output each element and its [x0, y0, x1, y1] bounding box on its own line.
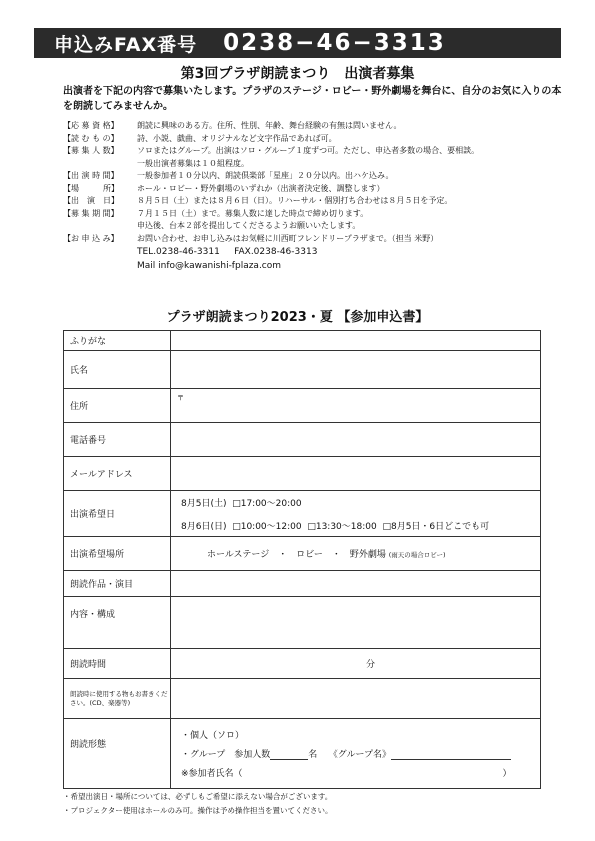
place-options: [171, 537, 541, 571]
phone-field[interactable]: [171, 423, 541, 457]
form-row-time: [64, 649, 541, 679]
items-field[interactable]: [171, 679, 541, 719]
detail-label: 【お 申 込 み】: [63, 233, 119, 243]
date-option-aug5: 8月5日(土) □17:00〜20:00: [181, 498, 302, 509]
group-name-field[interactable]: [391, 749, 511, 760]
detail-text: ソロまたはグループ。出演はソロ・グループ１度ずつ可。ただし、申込者多数の場合、要相談。: [137, 146, 480, 155]
detail-continuation: 一般出演者募集は１０組程度。: [137, 158, 249, 168]
detail-text: 詩、小説、戯曲、オリジナルなど文字作品であれば可。: [137, 133, 337, 143]
detail-label: 【募 集 人 数】: [63, 146, 119, 155]
footer-notes: [63, 790, 333, 818]
detail-performance-time: [63, 170, 563, 183]
date-label: 出演希望日: [64, 491, 171, 537]
contact-fax: FAX.0238-46-3313: [234, 247, 318, 257]
style-members: ※参加者氏名（ ）: [181, 769, 512, 779]
place-choices[interactable]: ホールステージ ・ ロビー ・ 野外劇場: [207, 550, 386, 560]
detail-text: ７月１５日（土）まで。募集人数に達した時点で締め切ります。: [137, 208, 369, 218]
address-field[interactable]: [171, 389, 541, 423]
time-field[interactable]: [171, 649, 541, 679]
form-row-phone: [64, 423, 541, 457]
detail-eligibility: [63, 120, 563, 133]
name-label: 氏名: [64, 351, 171, 389]
form-row-date: [64, 491, 541, 537]
fax-number: 0238−46−3313: [223, 30, 446, 56]
form-row-furigana: [64, 331, 541, 351]
detail-number-recruited: [63, 145, 563, 158]
detail-recruitment-period: [63, 208, 563, 221]
detail-label: 【出 演 日】: [63, 196, 119, 205]
time-label: 朗読時間: [64, 649, 171, 679]
form-title: プラザ朗読まつり2023・夏 【参加申込書】: [166, 310, 429, 325]
fax-number-banner: [34, 28, 561, 58]
detail-text: お問い合わせ、お申し込みはお気軽に川西町フレンドリープラザまで。（担当 米野）: [137, 233, 439, 243]
detail-label: 【出 演 時 間】: [63, 171, 119, 180]
style-group: ・グループ 参加人数 名 《グループ名》: [171, 747, 540, 760]
date-option-aug6: 8月6日(日) □10:00〜12:00 □13:30〜18:00 □8月5日・6日どこでも可: [181, 521, 490, 532]
intro-text: 出演者を下記の内容で募集いたします。プラザのステージ・ロビー・野外劇場を舞台に、自分のお気に入りの本を朗読してみませんか。: [63, 86, 562, 112]
details-list: [63, 120, 563, 273]
checkbox-aug6-afternoon[interactable]: □13:30〜18:00: [307, 521, 377, 532]
detail-reading-material: [63, 133, 563, 146]
checkbox-aug6-morning[interactable]: □10:00〜12:00: [232, 521, 302, 532]
detail-text: 朗読に興味のある方。住所、性別、年齢、舞台経験の有無は問いません。: [137, 121, 402, 130]
form-row-name: [64, 351, 541, 389]
form-row-address: [64, 389, 541, 423]
phone-label: 電話番号: [64, 423, 171, 457]
date-options: [171, 491, 541, 537]
checkbox-any-date[interactable]: □8月5日・6日どこでも可: [382, 521, 490, 532]
checkbox-aug5-evening[interactable]: □17:00〜20:00: [232, 498, 302, 509]
detail-text: ８月５日（土）または８月６日（日）。リハーサル・個別打ち合わせは８月５日を予定。: [137, 196, 453, 205]
page-title: 第3回プラザ朗読まつり 出演者募集: [180, 66, 415, 82]
detail-continuation: 申込後、台本２部を提出してくださるようお願いいたします。: [137, 221, 361, 230]
style-solo[interactable]: ・個人（ソロ）: [181, 731, 245, 741]
email-field[interactable]: [171, 457, 541, 491]
form-row-content: [64, 597, 541, 649]
detail-label: 【読 む も の】: [63, 133, 119, 143]
detail-label: 【募 集 期 間】: [63, 208, 119, 218]
work-label: 朗読作品・演目: [64, 571, 171, 597]
postal-mark: 〒: [177, 393, 184, 402]
work-field[interactable]: [171, 571, 541, 597]
form-row-work: [64, 571, 541, 597]
contact-tel: TEL.0238-46-3311: [137, 247, 220, 257]
group-count-field[interactable]: [270, 749, 308, 760]
name-field[interactable]: [171, 351, 541, 389]
detail-label: 【場 所】: [63, 183, 119, 193]
detail-label: 【応 募 資 格】: [63, 121, 119, 130]
form-row-place: [64, 537, 541, 571]
form-row-style: [64, 719, 541, 789]
detail-text: ホール・ロビー・野外劇場のいずれか（出演者決定後、調整します）: [137, 183, 385, 193]
detail-text: 一般参加者１０分以内、朗読倶楽部「星座」２０分以内。出ハケ込み。: [137, 171, 394, 180]
email-label: メールアドレス: [64, 457, 171, 491]
style-label: 朗読形態: [64, 719, 171, 789]
detail-application: [63, 233, 563, 246]
fax-label: 申込みFAX番号: [54, 33, 198, 56]
footer-note-schedule: ・希望出演日・場所については、必ずしもご希望に添えない場合がございます。: [63, 792, 333, 801]
application-form: [63, 330, 541, 789]
place-rain-note: (雨天の場合ロビー): [388, 551, 446, 559]
furigana-label: ふりがな: [64, 331, 171, 351]
address-label: 住所: [64, 389, 171, 423]
form-row-items: [64, 679, 541, 719]
time-unit: 分: [365, 660, 375, 670]
place-label: 出演希望場所: [64, 537, 171, 571]
contact-phone-fax: [63, 245, 563, 259]
furigana-field[interactable]: [171, 331, 541, 351]
content-label: 内容・構成: [64, 597, 171, 649]
content-field[interactable]: [171, 597, 541, 649]
style-options: [171, 719, 541, 789]
footer-note-projector: ・プロジェクター使用はホールのみ可。操作は予め操作担当を置いてください。: [63, 806, 333, 815]
detail-performance-date: [63, 195, 563, 208]
detail-venue: [63, 183, 563, 196]
items-label: 朗読時に使用する物もお書きください。(CD、楽器等): [64, 679, 171, 719]
form-row-email: [64, 457, 541, 491]
contact-mail[interactable]: Mail info@kawanishi-fplaza.com: [137, 261, 282, 271]
